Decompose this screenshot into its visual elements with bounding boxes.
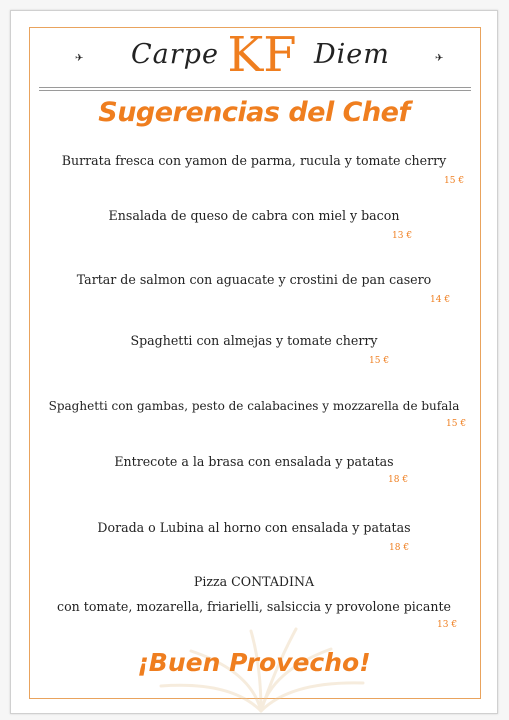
menu-page xyxy=(10,10,498,714)
menu-item-name: Tartar de salmon con aguacate y crostini de pan casero xyxy=(76,272,432,287)
menu-item-price: 15 € xyxy=(444,176,465,186)
footer-message: ¡Buen Provecho! xyxy=(137,648,371,677)
menu-item-name: Burrata fresca con yamon de parma, rucula y tomate cherry xyxy=(61,153,447,168)
divider xyxy=(39,87,471,88)
menu-item-name: Spaghetti con almejas y tomate cherry xyxy=(130,333,378,348)
menu-item-price: 15 € xyxy=(369,356,390,366)
menu-item-price: 18 € xyxy=(389,543,410,553)
menu-item-name: Dorada o Lubina al horno con ensalada y patatas xyxy=(97,520,411,535)
menu-item-price: 15 € xyxy=(446,419,467,429)
logo-word-left: Carpe xyxy=(131,39,219,70)
kf-logo-icon xyxy=(227,27,297,83)
menu-item-price: 13 € xyxy=(392,231,413,241)
menu-item-price: 13 € xyxy=(437,620,458,630)
logo-word-right: Diem xyxy=(314,39,390,70)
menu-item-price: 18 € xyxy=(388,475,409,485)
menu-item-name: Pizza CONTADINA xyxy=(193,574,315,589)
svg-text:KF: KF xyxy=(227,27,297,83)
bird-icon: ✈ xyxy=(435,53,444,64)
menu-item-name: Spaghetti con gambas, pesto de calabacines y mozzarella de bufala xyxy=(48,399,460,413)
logo-header xyxy=(11,27,497,83)
menu-item-name: Entrecote a la brasa con ensalada y patatas xyxy=(114,454,394,469)
bird-icon: ✈ xyxy=(75,53,84,64)
menu-item-name: Ensalada de queso de cabra con miel y bacon xyxy=(108,208,400,223)
page-title: Sugerencias del Chef xyxy=(98,97,410,128)
divider xyxy=(39,90,471,91)
menu-item-subtitle: con tomate, mozarella, friarielli, salsiccia y provolone picante xyxy=(57,599,451,614)
menu-item-price: 14 € xyxy=(430,295,451,305)
